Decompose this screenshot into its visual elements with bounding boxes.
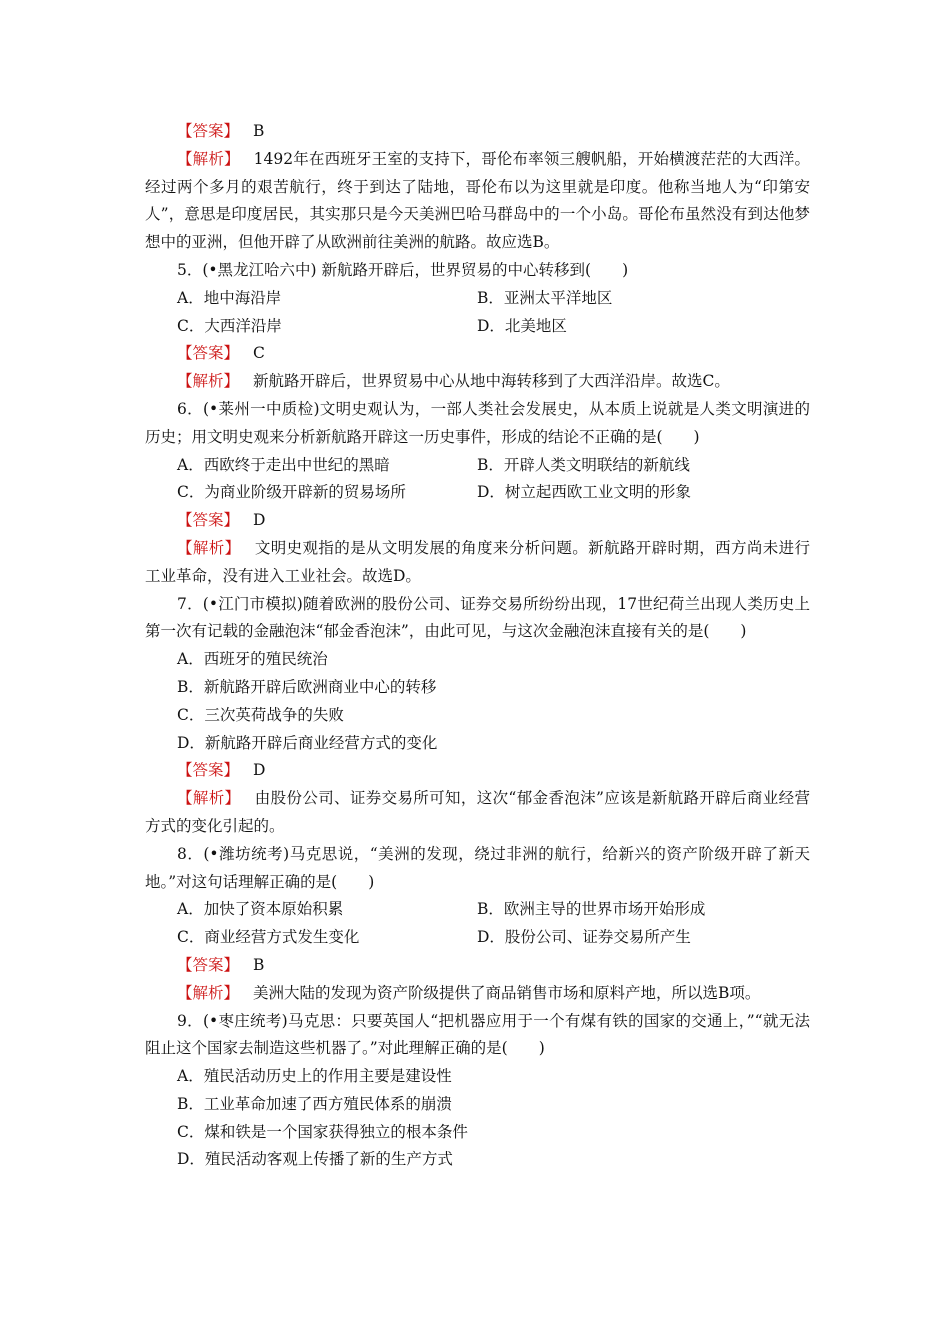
- answer-tag: 【答案】: [177, 511, 240, 530]
- analysis-text: 1492年在西班牙王室的支持下，哥伦布率领三艘帆船，开始横渡茫茫的大西洋。经过两个多月的艰苦航行，终于到达了陆地，哥伦布以为这里就是印度。他称当地人为“印第安人”，意思是印度居民，其实那只是今天美洲巴哈马群岛中的一个小岛。哥伦布虽然没有到达他梦想中的亚洲，但他开辟了从欧洲前往美洲的航路。故应选B。: [145, 149, 810, 252]
- option-b: B．工业革命加速了西方殖民体系的崩溃: [177, 1094, 452, 1113]
- answer-value: B: [253, 122, 265, 140]
- option-a: A．西欧终于走出中世纪的黑暗: [177, 455, 390, 474]
- option-b: B．欧洲主导的世界市场开始形成: [477, 900, 706, 919]
- answer-line: [145, 952, 810, 980]
- answer-tag: 【答案】: [177, 344, 240, 363]
- answer-tag: 【答案】: [177, 122, 240, 140]
- analysis-tag: 【解析】: [177, 538, 241, 557]
- question-stem: 7．(•江门市模拟)随着欧洲的股份公司、证券交易所纷纷出现，17世纪荷兰出现人类历史上第一次有记载的金融泡沫“郁金香泡沫”，由此可见，与这次金融泡沫直接有关的是( ): [145, 594, 810, 641]
- analysis-paragraph: [145, 368, 810, 396]
- answer-tag: 【答案】: [177, 955, 240, 974]
- analysis-tag: 【解析】: [177, 983, 240, 1002]
- option-d: D．殖民活动客观上传播了新的生产方式: [177, 1150, 453, 1169]
- answer-value: D: [253, 511, 266, 530]
- answer-line: [145, 757, 810, 785]
- question-stem: 5．(•黑龙江哈六中) 新航路开辟后，世界贸易的中心转移到( ): [177, 260, 629, 279]
- question-stem: 8．(•潍坊统考)马克思说，“美洲的发现，绕过非洲的航行，给新兴的资产阶级开辟了新天地。”对这句话理解正确的是( ): [145, 844, 810, 891]
- option-d: D．北美地区: [477, 316, 567, 335]
- answer-line: [145, 118, 810, 146]
- answer-value: D: [253, 761, 266, 780]
- option-a: A．西班牙的殖民统治: [177, 650, 328, 669]
- option-row: [145, 479, 810, 507]
- analysis-paragraph: [145, 146, 810, 257]
- analysis-tag: 【解析】: [177, 372, 240, 391]
- answer-tag: 【答案】: [177, 761, 240, 780]
- analysis-paragraph: [145, 980, 810, 1008]
- analysis-text: 由股份公司、证券交易所可知，这次“郁金香泡沫”应该是新航路开辟后商业经营方式的变化引起的。: [145, 789, 810, 835]
- analysis-paragraph: [145, 535, 810, 591]
- analysis-text: 新航路开辟后，世界贸易中心从地中海转移到了大西洋沿岸。故选C。: [253, 372, 730, 391]
- option-a: A．殖民活动历史上的作用主要是建设性: [177, 1067, 452, 1086]
- option-row: [145, 452, 810, 480]
- answer-line: [145, 507, 810, 535]
- option-c: C．商业经营方式发生变化: [177, 928, 360, 947]
- option-a: A．加快了资本原始积累: [177, 900, 344, 919]
- option-d: D．树立起西欧工业文明的形象: [477, 483, 691, 502]
- option-c: C．煤和铁是一个国家获得独立的根本条件: [177, 1122, 468, 1141]
- option-c: C．为商业阶级开辟新的贸易场所: [177, 483, 406, 502]
- option-c: C．大西洋沿岸: [177, 316, 282, 335]
- answer-value: B: [253, 955, 265, 974]
- analysis-tag: 【解析】: [177, 149, 240, 168]
- option-row: [145, 924, 810, 952]
- content: [145, 118, 810, 1174]
- option-d: D．新航路开辟后商业经营方式的变化: [177, 733, 438, 752]
- option-row: [145, 896, 810, 924]
- question-stem: 9．(•枣庄统考)马克思：只要英国人“把机器应用于一个有煤有铁的国家的交通上，”“就无法阻止这个国家去制造这些机器了。”对此理解正确的是( ): [145, 1011, 810, 1058]
- option-b: B．开辟人类文明联结的新航线: [477, 455, 690, 474]
- analysis-paragraph: [145, 785, 810, 841]
- option-b: B．亚洲太平洋地区: [477, 288, 613, 307]
- analysis-text: 美洲大陆的发现为资产阶级提供了商品销售市场和原料产地，所以选B项。: [253, 983, 761, 1002]
- answer-line: [145, 340, 810, 368]
- option-a: A．地中海沿岸: [177, 288, 282, 307]
- option-row: [145, 285, 810, 313]
- option-c: C．三次英荷战争的失败: [177, 705, 344, 724]
- question-stem: 6．(•莱州一中质检)文明史观认为，一部人类社会发展史，从本质上说就是人类文明演进的历史；用文明史观来分析新航路开辟这一历史事件，形成的结论不正确的是( ): [145, 399, 810, 446]
- answer-value: C: [253, 344, 265, 363]
- analysis-tag: 【解析】: [177, 789, 241, 808]
- option-row: [145, 313, 810, 341]
- option-d: D．股份公司、证券交易所产生: [477, 928, 691, 947]
- option-b: B．新航路开辟后欧洲商业中心的转移: [177, 677, 437, 696]
- analysis-text: 文明史观指的是从文明发展的角度来分析问题。新航路开辟时期，西方尚未进行工业革命，没有进入工业社会。故选D。: [145, 538, 810, 585]
